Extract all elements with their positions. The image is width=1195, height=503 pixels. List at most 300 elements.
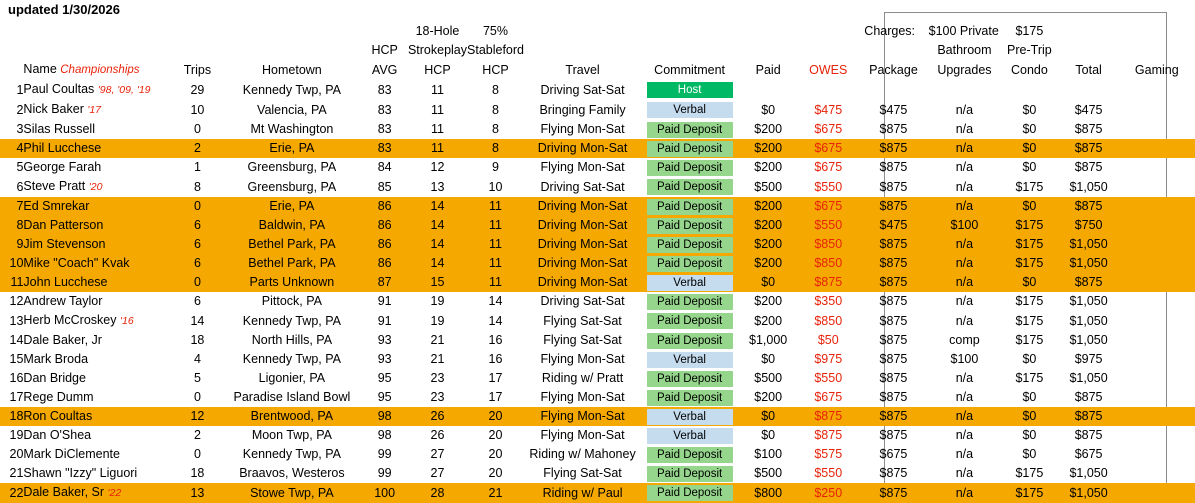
commitment-badge: Paid Deposit xyxy=(647,447,733,463)
row-package: $875 xyxy=(858,273,928,292)
row-condo xyxy=(1000,80,1058,100)
row-hcp-75: 20 xyxy=(467,407,524,426)
row-total: $875 xyxy=(1074,428,1103,442)
header-trips: Trips xyxy=(183,62,212,77)
row-commitment-cell xyxy=(641,407,738,426)
row-owes: $975 xyxy=(814,352,843,366)
row-championships: '22 xyxy=(107,487,122,499)
row-index: 19 xyxy=(9,428,24,442)
row-commitment-cell xyxy=(641,139,738,158)
row-owes: $550 xyxy=(814,466,843,480)
row-commitment-cell xyxy=(641,254,738,273)
row-upgrades xyxy=(929,80,1001,100)
commitment-badge: Paid Deposit xyxy=(647,141,733,157)
header-spacer xyxy=(222,22,361,41)
table-row xyxy=(0,464,1195,483)
row-package: $875 xyxy=(858,254,928,273)
row-hcp-avg: 86 xyxy=(361,197,408,216)
row-trips: 10 xyxy=(190,102,205,117)
table-row xyxy=(0,483,1195,503)
table-row xyxy=(0,216,1195,235)
row-condo: $0 xyxy=(1022,122,1037,136)
row-hcp-18: 14 xyxy=(408,216,467,235)
row-paid: $500 xyxy=(754,371,783,385)
row-package: $475 xyxy=(858,216,928,235)
row-upgrades: n/a xyxy=(955,179,974,194)
row-package: $875 xyxy=(858,197,928,216)
row-condo: $0 xyxy=(1000,273,1058,292)
header-hcp75-line3: HCP xyxy=(482,62,509,77)
row-name: Andrew Taylor xyxy=(23,294,103,308)
header-hcp18-line2: Strokeplay xyxy=(407,43,468,57)
row-owes: $575 xyxy=(814,447,843,461)
header-index xyxy=(0,60,23,80)
row-index: 9 xyxy=(0,235,23,254)
row-paid: $0 xyxy=(761,102,776,117)
row-hcp-18: 19 xyxy=(430,294,445,308)
row-trips: 0 xyxy=(172,197,222,216)
row-gaming xyxy=(1119,197,1195,216)
row-package: $675 xyxy=(879,447,908,461)
row-upgrades: comp xyxy=(949,333,980,347)
row-name: George Farah xyxy=(23,160,102,174)
row-commitment-cell xyxy=(641,445,738,464)
row-name: Ron Coultas xyxy=(23,407,172,426)
row-hcp-avg: 91 xyxy=(377,313,392,328)
row-hcp-75: 14 xyxy=(488,294,503,308)
commitment-badge: Paid Deposit xyxy=(647,390,733,406)
row-owes: $850 xyxy=(798,235,858,254)
row-hcp-avg: 86 xyxy=(361,235,408,254)
row-total: $1,050 xyxy=(1059,254,1119,273)
row-trips: 0 xyxy=(193,447,201,461)
row-owes: $675 xyxy=(798,197,858,216)
row-hcp-avg: 95 xyxy=(377,390,392,404)
row-hometown: Brentwood, PA xyxy=(222,407,361,426)
row-name: Shawn "Izzy" Liguori xyxy=(23,466,138,480)
table-row xyxy=(0,331,1195,350)
row-owes: $850 xyxy=(798,254,858,273)
row-hcp-75: 11 xyxy=(467,216,524,235)
row-gaming xyxy=(1119,177,1195,197)
commitment-badge: Verbal xyxy=(647,275,733,291)
commitment-badge: Verbal xyxy=(647,428,733,444)
row-upgrades: n/a xyxy=(955,313,974,328)
commitment-badge: Paid Deposit xyxy=(647,333,733,349)
row-name: Mike "Coach" Kvak xyxy=(23,254,172,273)
row-total: $875 xyxy=(1074,390,1103,404)
row-hcp-18: 11 xyxy=(430,102,444,117)
row-condo: $0 xyxy=(1000,139,1058,158)
row-hcp-avg: 93 xyxy=(377,333,392,347)
row-gaming xyxy=(1119,139,1195,158)
row-hcp-75: 11 xyxy=(467,235,524,254)
row-travel: Flying Mon-Sat xyxy=(540,160,625,174)
row-hcp-avg: 83 xyxy=(377,82,392,97)
row-total: $750 xyxy=(1059,216,1119,235)
row-upgrades: n/a xyxy=(955,102,974,117)
row-hcp-75: 17 xyxy=(488,390,503,404)
row-trips: 0 xyxy=(172,273,222,292)
row-total: $1,050 xyxy=(1059,235,1119,254)
row-travel: Driving Sat-Sat xyxy=(540,294,625,308)
header-condo-line2: Condo xyxy=(1010,62,1048,77)
row-commitment-cell xyxy=(641,216,738,235)
row-gaming xyxy=(1119,158,1195,177)
row-hcp-avg: 95 xyxy=(377,371,392,385)
row-hcp-18: 12 xyxy=(430,160,445,174)
row-paid: $200 xyxy=(738,197,798,216)
row-commitment-cell xyxy=(641,426,738,445)
table-row xyxy=(0,445,1195,464)
header-hcpavg-line2: AVG xyxy=(371,62,398,77)
table-row xyxy=(0,273,1195,292)
row-travel: Flying Mon-Sat xyxy=(540,122,625,136)
row-total xyxy=(1059,80,1119,100)
row-condo: $175 xyxy=(1015,466,1044,480)
row-paid: $0 xyxy=(761,428,776,442)
row-total: $875 xyxy=(1059,273,1119,292)
header-name: Name Championships xyxy=(23,62,140,76)
row-condo: $0 xyxy=(1000,407,1058,426)
table-row xyxy=(0,407,1195,426)
row-gaming xyxy=(1119,292,1195,311)
row-paid: $0 xyxy=(738,273,798,292)
header-upgrades-line1: Bathroom xyxy=(937,43,992,57)
row-package: $875 xyxy=(879,428,908,442)
row-total: $1,050 xyxy=(1069,333,1108,347)
row-name: Ed Smrekar xyxy=(23,197,172,216)
header-hometown: Hometown xyxy=(262,62,322,77)
row-trips: 6 xyxy=(172,254,222,273)
row-package: $875 xyxy=(879,371,908,385)
row-hcp-75: 10 xyxy=(488,179,503,194)
header-hcp75-line2: Stableford xyxy=(467,43,524,57)
row-condo: $175 xyxy=(1015,313,1044,328)
row-travel: Flying Sat-Sat xyxy=(543,466,622,480)
row-championships: '17 xyxy=(87,104,102,116)
row-condo: $175 xyxy=(1000,254,1058,273)
header-row-3 xyxy=(0,60,1195,80)
commitment-badge: Paid Deposit xyxy=(647,294,733,310)
header-spacer xyxy=(23,22,172,41)
row-paid: $200 xyxy=(738,216,798,235)
row-paid: $200 xyxy=(738,235,798,254)
row-trips: 6 xyxy=(172,216,222,235)
header-paid: Paid xyxy=(755,62,781,77)
row-owes: $675 xyxy=(814,390,843,404)
row-hcp-18: 14 xyxy=(408,254,467,273)
row-trips: 2 xyxy=(172,139,222,158)
row-gaming xyxy=(1119,235,1195,254)
row-hcp-18: 26 xyxy=(430,428,445,442)
row-total: $675 xyxy=(1074,447,1103,461)
header-spacer xyxy=(0,22,23,41)
table-row xyxy=(0,235,1195,254)
header-owes: OWES xyxy=(809,62,848,77)
commitment-badge: Paid Deposit xyxy=(647,237,733,253)
row-name: Dale Baker, Sr '22 xyxy=(23,483,172,503)
header-travel: Travel xyxy=(565,62,600,77)
row-gaming xyxy=(1119,216,1195,235)
row-paid xyxy=(738,80,798,100)
row-upgrades: n/a xyxy=(955,122,974,136)
row-condo: $0 xyxy=(1022,447,1037,461)
table-row xyxy=(0,100,1195,120)
row-commitment-cell xyxy=(641,158,738,177)
row-upgrades: n/a xyxy=(929,197,1001,216)
row-hometown: Erie, PA xyxy=(222,139,361,158)
row-hometown: Pittock, PA xyxy=(261,294,322,308)
row-hometown: Paradise Island Bowl xyxy=(233,390,351,404)
row-index: 21 xyxy=(9,466,24,480)
row-index: 11 xyxy=(0,273,23,292)
header-spacer xyxy=(641,41,738,60)
row-paid: $1,000 xyxy=(749,333,788,347)
row-name: Paul Coultas '98, '09, '19 xyxy=(23,82,151,96)
header-spacer xyxy=(524,22,641,41)
row-travel: Driving Mon-Sat xyxy=(524,235,641,254)
row-travel: Riding w/ Mahoney xyxy=(529,447,636,461)
row-commitment-cell xyxy=(641,273,738,292)
header-hcp18-line1: 18-Hole xyxy=(415,24,460,38)
row-owes: $550 xyxy=(814,179,843,194)
header-package: Package xyxy=(869,62,918,77)
row-package: $875 xyxy=(858,483,928,503)
row-travel: Riding w/ Paul xyxy=(524,483,641,503)
row-hcp-18: 23 xyxy=(430,371,445,385)
row-hcp-75: 17 xyxy=(488,371,503,385)
header-spacer xyxy=(798,22,858,41)
header-spacer xyxy=(738,22,798,41)
row-name: Steve Pratt '20 xyxy=(23,179,103,193)
row-hcp-18: 11 xyxy=(430,122,444,136)
row-paid: $500 xyxy=(754,466,783,480)
row-gaming xyxy=(1119,273,1195,292)
row-package: $875 xyxy=(879,333,908,347)
row-travel: Driving Mon-Sat xyxy=(524,197,641,216)
row-upgrades: n/a xyxy=(955,428,974,442)
row-hometown: Braavos, Westeros xyxy=(239,466,345,480)
row-condo: $0 xyxy=(1022,160,1037,174)
row-trips: 0 xyxy=(193,122,201,136)
row-upgrades: n/a xyxy=(955,160,974,174)
header-condo-price: $175 xyxy=(1015,24,1044,38)
row-total: $875 xyxy=(1074,160,1103,174)
row-commitment-cell xyxy=(641,331,738,350)
row-package: $875 xyxy=(879,390,908,404)
commitment-badge: Paid Deposit xyxy=(647,122,733,138)
row-index: 8 xyxy=(0,216,23,235)
row-index: 20 xyxy=(9,447,24,461)
row-hometown: Moon Twp, PA xyxy=(251,428,332,442)
header-spacer xyxy=(23,41,172,60)
commitment-badge: Host xyxy=(647,82,733,98)
header-package-price: $100 Private xyxy=(928,24,999,38)
row-trips: 6 xyxy=(172,235,222,254)
row-package xyxy=(858,80,928,100)
row-hcp-75: 16 xyxy=(488,352,503,366)
row-condo: $0 xyxy=(1022,352,1037,366)
row-owes: $350 xyxy=(814,294,843,308)
row-gaming xyxy=(1119,120,1195,139)
row-hometown: North Hills, PA xyxy=(251,333,333,347)
row-travel: Driving Mon-Sat xyxy=(524,273,641,292)
row-hcp-18: 15 xyxy=(408,273,467,292)
row-trips: 6 xyxy=(193,294,201,308)
table-row xyxy=(0,139,1195,158)
commitment-badge: Paid Deposit xyxy=(647,160,733,176)
commitment-badge: Paid Deposit xyxy=(647,313,733,329)
row-trips: 5 xyxy=(193,371,201,385)
row-paid: $200 xyxy=(754,122,783,136)
row-hcp-18: 14 xyxy=(408,235,467,254)
row-trips: 14 xyxy=(190,313,205,328)
row-commitment-cell xyxy=(641,197,738,216)
row-condo: $175 xyxy=(1015,333,1044,347)
row-hometown: Erie, PA xyxy=(222,197,361,216)
row-trips: 12 xyxy=(172,407,222,426)
row-gaming xyxy=(1119,445,1195,464)
row-gaming xyxy=(1119,407,1195,426)
row-hometown: Kennedy Twp, PA xyxy=(242,313,341,328)
row-index: 12 xyxy=(9,294,24,308)
row-hcp-18: 21 xyxy=(430,352,445,366)
header-spacer xyxy=(641,22,738,41)
row-travel: Flying Mon-Sat xyxy=(540,390,625,404)
header-spacer xyxy=(798,41,858,60)
row-upgrades: n/a xyxy=(929,273,1001,292)
header-spacer xyxy=(1119,41,1195,60)
row-name: Rege Dumm xyxy=(23,390,94,404)
row-hcp-18: 23 xyxy=(430,390,445,404)
header-row-2 xyxy=(0,41,1195,60)
row-trips: 8 xyxy=(193,179,201,194)
header-condo-line1: Pre-Trip xyxy=(1007,43,1052,57)
row-index: 5 xyxy=(16,160,24,174)
header-spacer xyxy=(0,41,23,60)
row-upgrades: n/a xyxy=(929,254,1001,273)
row-condo: $175 xyxy=(1015,294,1044,308)
row-total: $1,050 xyxy=(1069,371,1108,385)
header-spacer xyxy=(1119,22,1195,41)
commitment-badge: Paid Deposit xyxy=(647,179,733,195)
header-hcp18-line3: HCP xyxy=(424,62,451,77)
row-hometown: Baldwin, PA xyxy=(222,216,361,235)
commitment-badge: Paid Deposit xyxy=(647,218,733,234)
row-paid: $200 xyxy=(754,390,783,404)
row-travel: Flying Mon-Sat xyxy=(540,428,625,442)
table-row xyxy=(0,80,1195,100)
row-hcp-avg: 84 xyxy=(377,160,392,174)
row-travel: Driving Mon-Sat xyxy=(524,216,641,235)
row-condo: $0 xyxy=(1022,428,1037,442)
row-hcp-75: 14 xyxy=(488,313,503,328)
row-gaming xyxy=(1119,388,1195,407)
row-gaming xyxy=(1119,350,1195,369)
row-hcp-18: 27 xyxy=(430,466,445,480)
row-name: Herb McCroskey '16 xyxy=(23,313,134,327)
row-total: $1,050 xyxy=(1069,466,1108,480)
row-upgrades: n/a xyxy=(955,371,974,385)
row-hcp-avg: 83 xyxy=(377,122,392,136)
row-condo: $175 xyxy=(1000,483,1058,503)
row-trips: 1 xyxy=(193,160,201,174)
row-hcp-avg: 100 xyxy=(361,483,408,503)
row-hcp-avg: 93 xyxy=(377,352,392,366)
row-name: Dan Patterson xyxy=(23,216,172,235)
row-commitment-cell xyxy=(641,80,738,100)
header-spacer xyxy=(172,41,222,60)
commitment-badge: Verbal xyxy=(647,352,733,368)
row-package: $875 xyxy=(879,122,908,136)
row-paid: $100 xyxy=(754,447,783,461)
row-index: 13 xyxy=(9,313,24,328)
header-upgrades-line2: Upgrades xyxy=(937,62,992,77)
row-condo: $175 xyxy=(1000,216,1058,235)
row-hcp-75: 8 xyxy=(492,122,499,136)
row-name: John Lucchese xyxy=(23,273,172,292)
row-total: $1,050 xyxy=(1059,483,1119,503)
row-owes: $50 xyxy=(817,333,839,347)
row-hcp-18: 27 xyxy=(430,447,445,461)
row-travel: Riding w/ Pratt xyxy=(541,371,624,385)
row-travel: Bringing Family xyxy=(539,102,626,117)
row-hcp-avg: 99 xyxy=(377,447,392,461)
row-index: 2 xyxy=(16,102,24,117)
row-package: $875 xyxy=(879,160,908,174)
row-owes: $675 xyxy=(798,139,858,158)
row-index: 16 xyxy=(9,371,24,385)
row-commitment-cell xyxy=(641,464,738,483)
row-name: Dale Baker, Jr xyxy=(23,333,102,347)
row-paid: $200 xyxy=(754,160,783,174)
row-hcp-75: 8 xyxy=(467,139,524,158)
row-hometown: Mt Washington xyxy=(250,122,334,136)
row-hcp-18: 28 xyxy=(408,483,467,503)
table-row xyxy=(0,388,1195,407)
row-championships: '20 xyxy=(88,181,103,193)
row-championships: '98, '09, '19 xyxy=(97,84,151,96)
row-index: 22 xyxy=(0,483,23,503)
row-hcp-avg: 98 xyxy=(361,407,408,426)
row-condo: $0 xyxy=(1022,102,1037,117)
row-index: 6 xyxy=(16,179,24,194)
row-package: $875 xyxy=(858,235,928,254)
row-hcp-18: 11 xyxy=(430,82,444,97)
row-travel: Flying Mon-Sat xyxy=(540,352,625,366)
table-row xyxy=(0,177,1195,197)
row-name: Phil Lucchese xyxy=(23,139,172,158)
updated-date: updated 1/30/2026 xyxy=(8,2,120,17)
row-commitment-cell xyxy=(641,311,738,331)
row-upgrades: n/a xyxy=(955,447,974,461)
header-row-1 xyxy=(0,22,1195,41)
row-hcp-18: 14 xyxy=(408,197,467,216)
row-package: $875 xyxy=(858,139,928,158)
table-row xyxy=(0,120,1195,139)
row-owes: $850 xyxy=(814,313,843,328)
row-hcp-avg: 99 xyxy=(377,466,392,480)
row-owes: $875 xyxy=(798,407,858,426)
row-upgrades: n/a xyxy=(955,294,974,308)
header-spacer xyxy=(858,41,928,60)
row-hcp-avg: 86 xyxy=(361,216,408,235)
row-commitment-cell xyxy=(641,350,738,369)
row-total: $875 xyxy=(1059,197,1119,216)
row-owes: $875 xyxy=(814,428,843,442)
row-hcp-75: 11 xyxy=(467,273,524,292)
